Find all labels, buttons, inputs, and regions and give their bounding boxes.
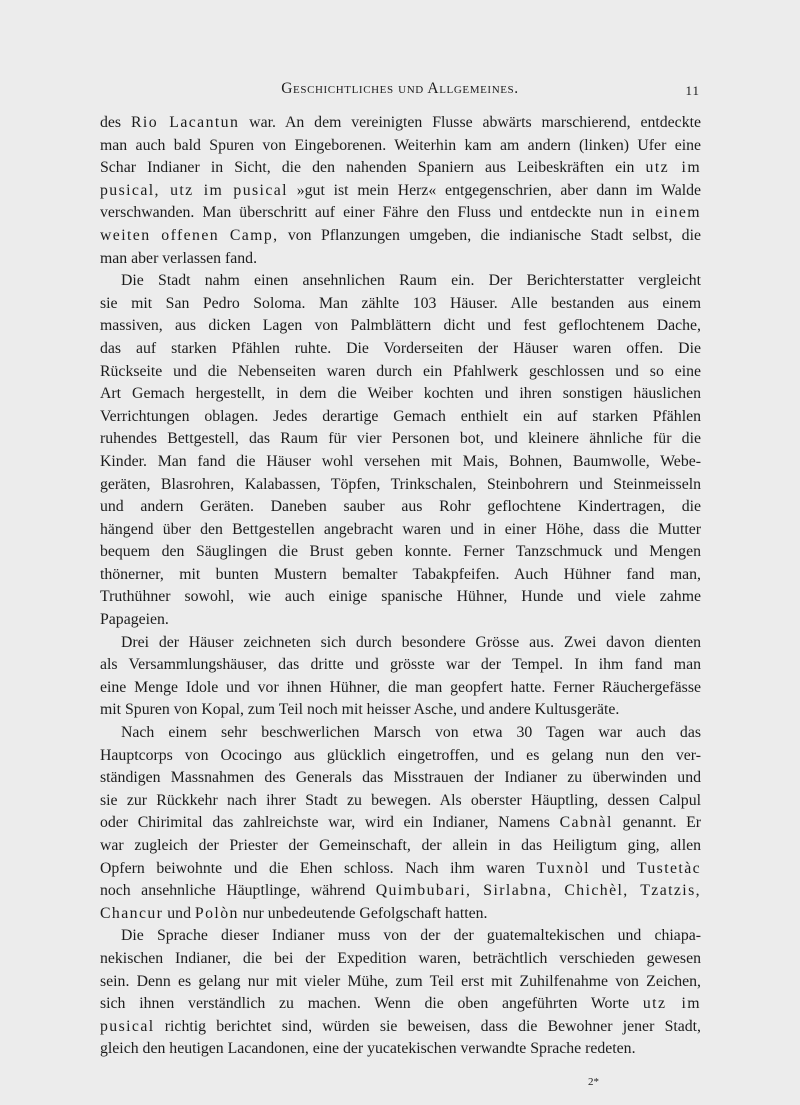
text-line [100, 925, 701, 948]
text-run: eine Menge Idole und vor ihnen Hühner, die man geopfert hatte. Ferner Räuchergefässe [100, 678, 701, 696]
text-line [100, 270, 701, 293]
spaced-name: Quimbubari, Sirlabna, Chichèl, Tzatzis, [375, 882, 701, 900]
text-line [100, 202, 701, 225]
text-run: sie zur Rückkehr nach ihrer Stadt zu bewegen. Als oberster Häuptling, dessen Calpul [100, 791, 701, 809]
text-line [100, 993, 701, 1016]
spaced-name: Polòn [194, 904, 239, 922]
spaced-name: Tustetàc [636, 859, 701, 877]
text-run: genannt. Er [612, 814, 701, 832]
spaced-name: in einem [630, 204, 701, 222]
text-line [100, 315, 701, 338]
text-run: sich ihnen verständlich zu machen. Wenn die oben angeführten Worte [100, 995, 643, 1013]
text-run: und [589, 859, 637, 877]
text-run: nekischen Indianer, die bei der Expedition waren, beträchtlich verschieden gewesen [100, 949, 701, 967]
text-line [100, 654, 701, 677]
text-run: noch ansehnliche Häuptlinge, während [100, 882, 376, 900]
text-line [100, 745, 701, 768]
text-line [100, 135, 701, 158]
text-line [100, 699, 701, 722]
text-line [100, 880, 701, 903]
text-run: Drei der Häuser zeichneten sich durch besondere Grösse aus. Zwei davon dienten [121, 633, 701, 651]
text-run: ruhendes Bettgestell, das Raum für vier Personen bot, und kleinere ähnliche für die [100, 430, 701, 448]
text-run: mit Spuren von Kopal, zum Teil noch mit heisser Asche, und andere Kultusgeräte. [100, 701, 620, 719]
text-run: Schar Indianer in Sicht, die den nahenden Spaniern aus Leibeskräften ein [100, 159, 646, 177]
text-line [100, 112, 701, 135]
text-run: das auf starken Pfählen ruhte. Die Vorderseiten der Häuser waren offen. Die [100, 339, 701, 357]
text-line [100, 451, 701, 474]
text-run: verschwanden. Man überschritt auf einer Fähre den Fluss und entdeckte nun [100, 204, 631, 222]
text-line [100, 586, 701, 609]
text-line [100, 248, 701, 271]
text-line [100, 835, 701, 858]
text-run: sein. Denn es gelang nur mit vieler Mühe, zum Teil erst mit Zuhilfenahme von Zeichen, [100, 972, 701, 990]
text-run: Verrichtungen oblagen. Jedes derartige Gemach enthielt ein auf starken Pfählen [100, 407, 701, 425]
text-line [100, 1038, 701, 1061]
text-run: war zugleich der Priester der Gemeinschaft, der allein in das Heiligtum ging, allen [100, 837, 701, 854]
text-run: geräten, Blasrohren, Kalabassen, Töpfen, Trinkschalen, Steinbohrern und Steinmeisseln [100, 475, 701, 493]
spaced-name: Rio Lacantun [130, 114, 240, 131]
text-line [100, 971, 701, 994]
text-run: hängend über den Bettgestellen angebracht waren und in einer Höhe, dass die Mutter [100, 520, 701, 538]
text-run: Die Sprache dieser Indianer muss von der der guatemaltekischen und chiapa- [121, 927, 701, 945]
text-run: und andern Geräten. Daneben sauber aus Rohr geflochtene Kindertragen, die [100, 498, 701, 516]
text-line [100, 338, 701, 361]
text-run: massiven, aus dicken Lagen von Palmblättern dicht und fest geflochtenem Dache, [100, 317, 701, 335]
text-line [100, 519, 701, 542]
page-number: 11 [685, 83, 700, 98]
text-run: ständigen Massnahmen des Generals das Misstrauen der Indianer zu überwinden und [100, 769, 701, 787]
running-title: Geschichtliches und Allgemeines. [281, 80, 519, 97]
text-line [100, 722, 701, 745]
text-run: thönerner, mit bunten Mustern bemalter Tabakpfeifen. Auch Hühner fand man, [100, 565, 701, 583]
text-line [100, 428, 701, 451]
text-run: Kinder. Man fand die Häuser wohl versehen mit Mais, Bohnen, Baumwolle, Webe- [100, 452, 701, 470]
text-run: Truthühner sowohl, wie auch einige spanische Hühner, Hunde und viele zahme [100, 588, 701, 606]
text-run: Nach einem sehr beschwerlichen Marsch von etwa 30 Tagen war auch das [121, 724, 701, 742]
text-run: Papageien. [100, 611, 169, 629]
text-run: gleich den heutigen Lacandonen, eine der yucatekischen verwandte Sprache redeten. [100, 1040, 636, 1058]
text-line [100, 383, 701, 406]
text-run: »gut ist mein Herz« entgegenschrien, aber dann im Walde [287, 181, 701, 199]
text-run: man auch bald Spuren von Eingeborenen. Weiterhin kam am andern (linken) Ufer eine [100, 136, 701, 154]
text-line [100, 564, 701, 587]
text-line [100, 474, 701, 497]
text-run: Hauptcorps von Ococingo aus glücklich eingetroffen, und es gelang nun den ver- [100, 746, 701, 764]
signature-mark: 2* [588, 1076, 599, 1088]
text-line [100, 293, 701, 316]
text-run: des [100, 114, 131, 131]
text-line [100, 903, 701, 926]
text-line [100, 632, 701, 655]
text-run: Rückseite und die Nebenseiten waren durch ein Pfahlwerk geschlossen und so eine [100, 362, 701, 380]
text-line [100, 1016, 701, 1039]
text-line [100, 541, 701, 564]
text-run: bequem den Säuglingen die Brust geben konnte. Ferner Tanzschmuck und Mengen [100, 543, 701, 561]
text-line [100, 361, 701, 384]
text-run: richtig berichtet sind, würden sie beweisen, dass die Bewohner jener Stadt, [154, 1017, 701, 1035]
text-line [100, 180, 701, 203]
spaced-name: Cabnàl [559, 814, 613, 832]
text-run: man aber verlassen fand. [100, 249, 258, 267]
text-run: Opfern beiwohnte und die Ehen schloss. Nach ihm waren [100, 859, 537, 877]
text-line [100, 858, 701, 881]
text-run: Die Stadt nahm einen ansehnlichen Raum ein. Der Berichterstatter vergleicht [121, 272, 701, 290]
spaced-name: pusical, utz im pusical [100, 181, 288, 199]
text-line [100, 225, 701, 248]
text-line [100, 609, 701, 632]
text-run: oder Chirimital das zahlreichste war, wird ein Indianer, Namens [100, 814, 560, 832]
spaced-name: Chancur [100, 904, 164, 922]
text-line [100, 406, 701, 429]
text-line [100, 948, 701, 971]
text-line [100, 677, 701, 700]
spaced-name: utz im [645, 159, 701, 177]
text-run: war. An dem vereinigten Flusse abwärts marschierend, entdeckte [239, 114, 701, 131]
running-head [100, 80, 700, 104]
text-run: sie mit San Pedro Soloma. Man zählte 103 Häuser. Alle bestanden aus einem [100, 294, 701, 312]
text-line [100, 790, 701, 813]
text-line [100, 157, 701, 180]
text-run: als Versammlungshäuser, das dritte und grösste war der Tempel. In ihm fand man [100, 656, 701, 674]
spaced-name: weiten offenen Camp, [100, 226, 279, 244]
text-line [100, 767, 701, 790]
text-run: von Pflanzungen umgeben, die indianische Stadt selbst, die [278, 226, 701, 244]
body-text [100, 112, 701, 1061]
text-run: nur unbedeutende Gefolgschaft hatten. [238, 904, 488, 922]
text-run: Art Gemach hergestellt, in dem die Weiber kochten und ihren sonstigen häuslichen [100, 385, 701, 403]
spaced-name: pusical [100, 1017, 155, 1035]
spaced-name: Tuxnòl [536, 859, 590, 877]
text-line [100, 496, 701, 519]
text-line [100, 812, 701, 835]
text-run: und [163, 904, 195, 922]
spaced-name: utz im [642, 995, 701, 1013]
